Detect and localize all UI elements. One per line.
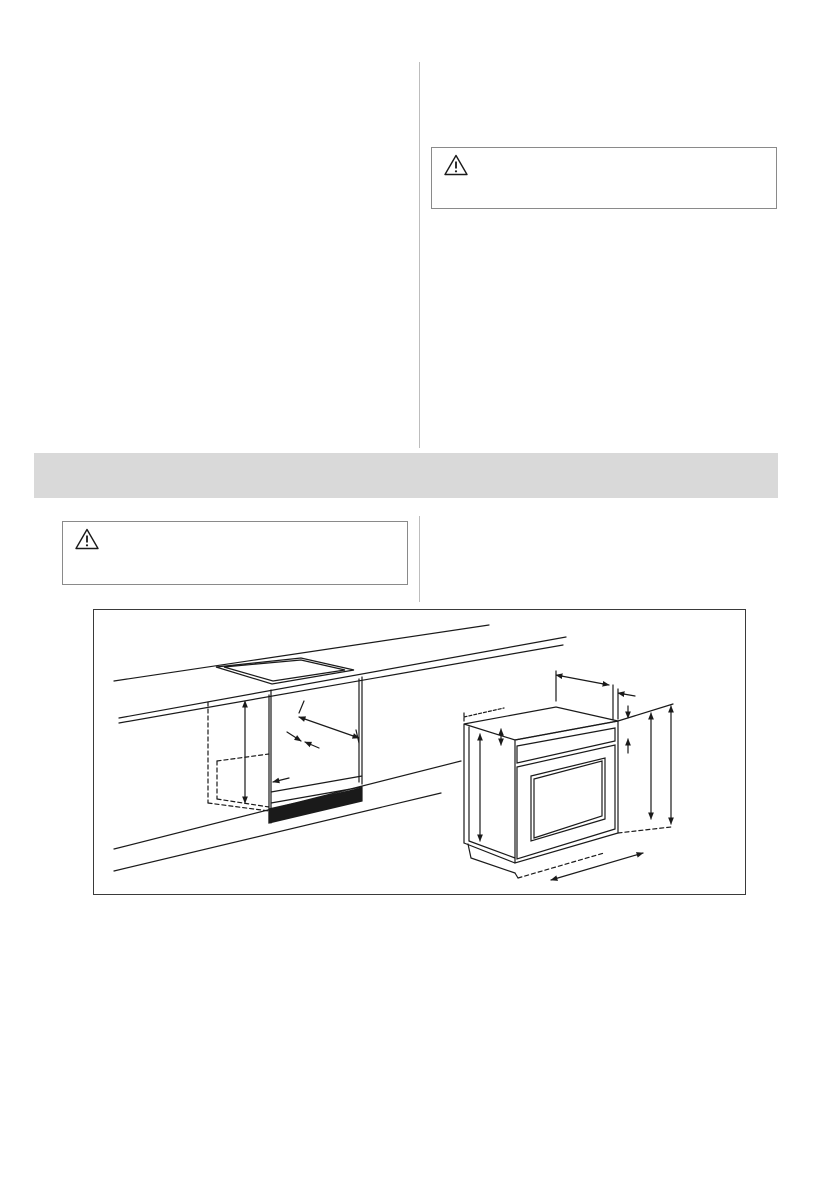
section-header-band: [34, 453, 778, 498]
installation-dimensions-figure: [93, 609, 746, 895]
lower-warning-box: [62, 521, 408, 585]
dashed-cavity: [208, 702, 269, 811]
column-divider-top: [419, 62, 420, 448]
warning-triangle-icon: [75, 528, 99, 550]
plinth: [269, 788, 362, 823]
column-divider-bottom: [419, 516, 420, 602]
oven-unit: [464, 707, 618, 873]
hob-outline: [216, 658, 354, 684]
cabinet-dimension-arrows: [245, 701, 359, 803]
installation-drawing: [94, 610, 745, 894]
oven-dimension-arrows: [464, 671, 673, 880]
warning-triangle-icon: [444, 154, 468, 176]
countertop: [114, 625, 566, 723]
top-warning-box: [431, 147, 777, 209]
